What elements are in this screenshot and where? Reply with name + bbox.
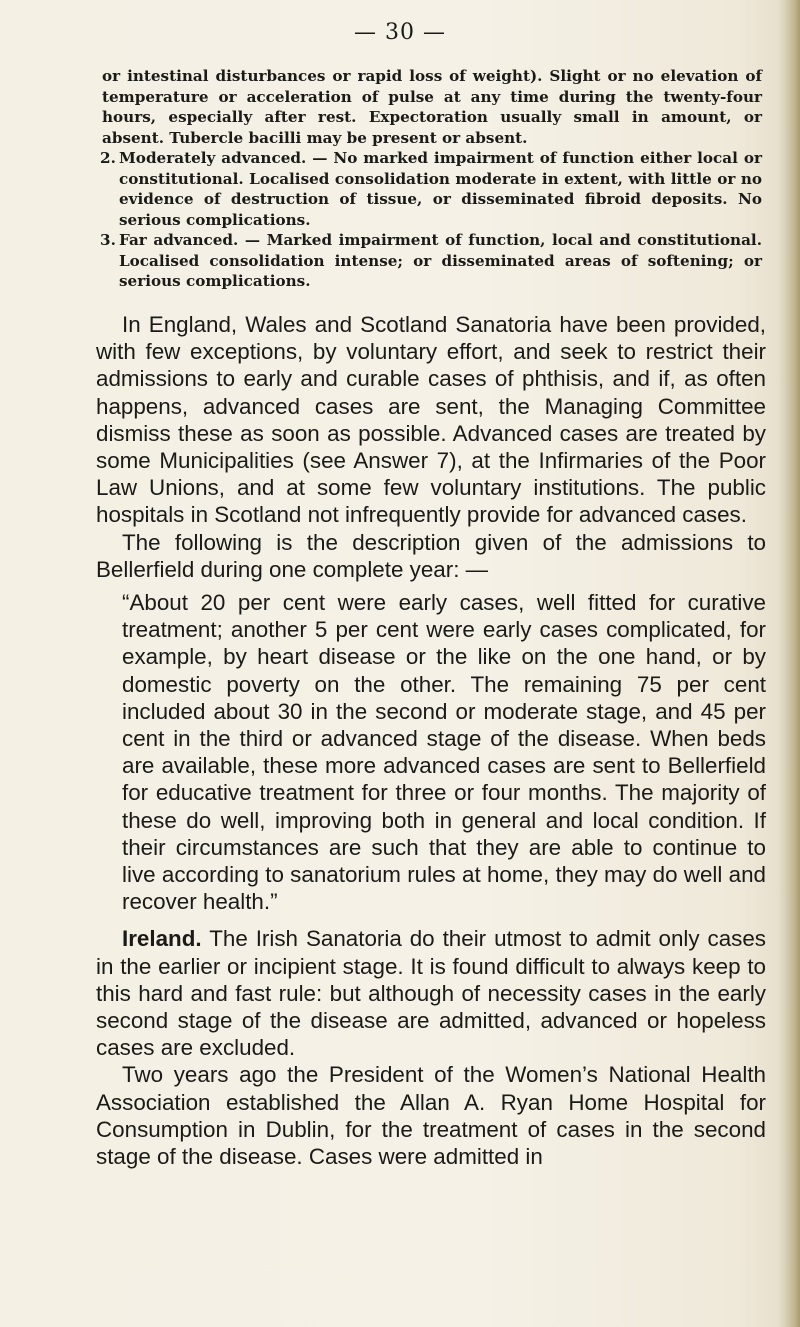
bellerfield-quote: “About 20 per cent were early cases, well fitted for curative treatment; another 5 per cent were early cases complicated, for example, by heart disease or the like on the one hand, or by domestic poverty on the other. The remaining 75 per cent included about 30 in the second or moderate stage, and 45 per cent in the third or advanced stage of the disease. When beds are available, these more advanced cases are sent to Bellerfield for educative treatment for three or four months. The majority of these do well, improving both in general and local condition. If their circumstances are such that they are able to continue to live according to sanatorium rules at home, they may do well and recover health.” xyxy=(122,590,766,915)
main-text xyxy=(96,311,766,1170)
stage-descriptions xyxy=(102,66,762,292)
ireland-label: Ireland. xyxy=(122,926,202,952)
stage-number: 2. xyxy=(100,149,116,167)
stage-text: Moderately advanced. — No marked impairment of function either local or constitutional. Localised consolidation moderate in extent, with little or no evidence of destruction of tissue, or disseminated fibroid deposits. No serious complications. xyxy=(119,149,762,229)
ireland-paragraph: The Irish Sanatoria do their utmost to admit only cases in the earlier or incipient stage. It is found difficult to always keep to this hard and fast rule: but although of necessity cases in the early second stage of the disease are admitted, advanced or hopeless cases are excluded. xyxy=(96,926,766,1061)
symptoms-continued: or intestinal disturbances or rapid loss of weight). Slight or no elevation of temperature or acceleration of pulse at any time during the twenty-four hours, especially after rest. Expectoration usually small in amount, or absent. Tubercle bacilli may be present or absent. xyxy=(102,67,762,147)
page-edge-shadow xyxy=(778,0,800,1327)
stage-number: 3. xyxy=(100,231,116,249)
england-paragraph: In England, Wales and Scotland Sanatoria have been provided, with few exceptions, by voluntary effort, and seek to restrict their admissions to early and curable cases of phthisis, and if, as often happens, advanced cases are sent, the Managing Committee dismiss these as soon as possible. Advanced cases are treated by some Municipalities (see Answer 7), at the Infirmaries of the Poor Law Unions, and at some few voluntary institutions. The public hospitals in Scotland not infrequently provide for advanced cases. xyxy=(96,312,766,528)
bellerfield-intro: The following is the description given of the admissions to Bellerfield during one complete year: — xyxy=(96,529,766,582)
stage-text: Far advanced. — Marked impairment of function, local and constitutional. Localised consolidation intense; or disseminated areas of softening; or serious complications. xyxy=(119,231,762,290)
stage-item xyxy=(102,230,762,292)
page-number: — 30 — xyxy=(354,20,446,45)
dublin-paragraph: Two years ago the President of the Women’s National Health Association established the Allan A. Ryan Home Hospital for Consumption in Dublin, for the treatment of cases in the second stage of the disease. Cases were admitted in xyxy=(96,1062,766,1170)
stage-item xyxy=(102,148,762,230)
ireland-section xyxy=(96,925,766,1061)
